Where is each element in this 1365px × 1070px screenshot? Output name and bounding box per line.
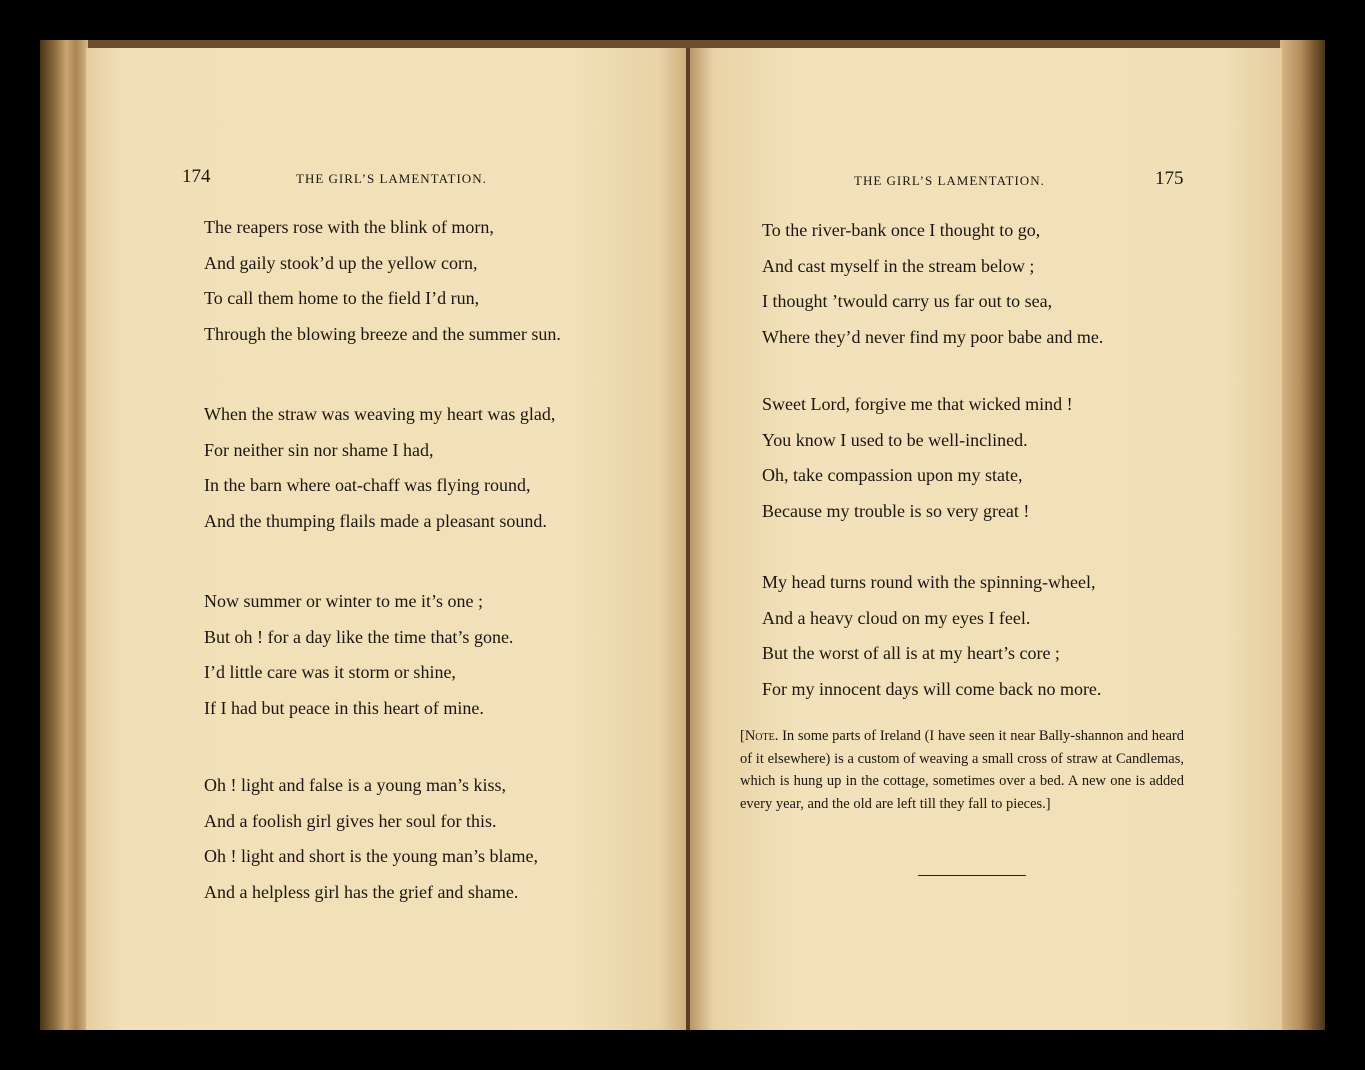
poem-line: The reapers rose with the blink of morn, [204, 217, 494, 237]
left-page-edges [40, 40, 88, 1030]
poem-line: Because my trouble is so very great ! [762, 500, 1030, 521]
poem-line: Sweet Lord, forgive me that wicked mind ! [762, 394, 1073, 414]
poem-line: Oh ! light and false is a young man’s kiss, [204, 775, 506, 795]
poem-line: But the worst of all is at my heart’s core ; [762, 643, 1060, 663]
poem-line: Oh, take compassion upon my state, [762, 465, 1023, 485]
stanza-1 [204, 210, 561, 352]
poem-line: To call them home to the field I’d run, [204, 288, 480, 308]
poem-line: My head turns round with the spinning-wheel, [762, 572, 1096, 592]
poem-line: And the thumping flails made a pleasant sound. [204, 510, 547, 531]
footnote-label: [Note. [740, 728, 779, 744]
footnote-text: In some parts of Ireland (I have seen it near Bally-shannon and heard of it elsewhere) is a custom of weaving a small cross of straw at Candlemas, which is hung up in the cottage, sometimes over a bed. A new one is added every year, and the old are left till they fall to pieces.] [740, 728, 1185, 812]
poem-line: And a foolish girl gives her soul for this. [204, 810, 497, 831]
poem-line: And gaily stook’d up the yellow corn, [204, 252, 478, 273]
poem-line: To the river-bank once I thought to go, [762, 220, 1041, 240]
poem-line: Oh ! light and short is the young man’s blame, [204, 846, 538, 866]
stanza-6 [762, 387, 1073, 529]
left-page [86, 48, 690, 1030]
poem-line: If I had but peace in this heart of mine. [204, 697, 484, 718]
page-number-right: 175 [1155, 168, 1184, 189]
right-page-edges [1280, 40, 1325, 1030]
poem-line: For my innocent days will come back no more. [762, 678, 1102, 699]
poem-line: In the barn where oat-chaff was flying round, [204, 475, 531, 495]
stanza-3 [204, 584, 513, 726]
poem-line: And a helpless girl has the grief and shame. [204, 881, 519, 902]
page-number-left: 174 [182, 166, 211, 187]
poem-line: Through the blowing breeze and the summer sun. [204, 323, 561, 344]
poem-line: And a heavy cloud on my eyes I feel. [762, 607, 1031, 628]
poem-line: I’d little care was it storm or shine, [204, 662, 456, 682]
poem-line: And cast myself in the stream below ; [762, 255, 1035, 276]
poem-line: I thought ’twould carry us far out to sea, [762, 291, 1053, 311]
poem-line: You know I used to be well-inclined. [762, 429, 1028, 450]
running-head-right: THE GIRL’S LAMENTATION. [854, 173, 1045, 188]
right-page [690, 48, 1282, 1030]
poem-line: But oh ! for a day like the time that’s gone. [204, 626, 514, 647]
running-head-left: THE GIRL’S LAMENTATION. [296, 171, 487, 186]
stanza-2 [204, 397, 555, 539]
stanza-5 [762, 213, 1103, 355]
closing-rule [918, 875, 1026, 876]
footnote [740, 725, 1184, 815]
poem-line: Where they’d never find my poor babe and me. [762, 326, 1104, 347]
poem-line: When the straw was weaving my heart was glad, [204, 404, 556, 424]
open-book [40, 40, 1325, 1030]
poem-line: Now summer or winter to me it’s one ; [204, 591, 483, 611]
stanza-7 [762, 565, 1101, 707]
poem-line: For neither sin nor shame I had, [204, 439, 434, 460]
stanza-4 [204, 768, 538, 910]
